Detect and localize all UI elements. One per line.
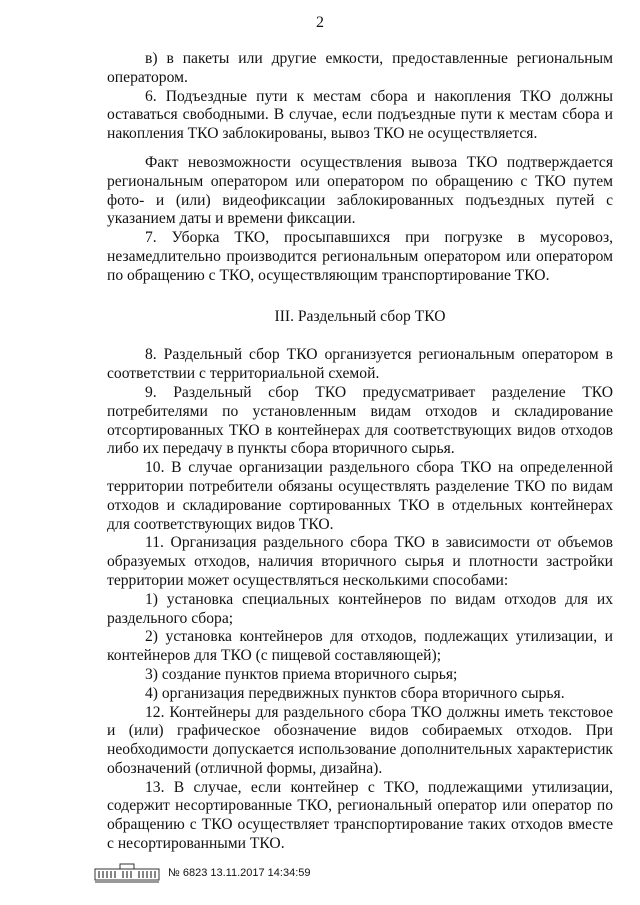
- registration-stamp: № 6823 13.11.2017 14:34:59: [168, 867, 311, 879]
- list-item: 4) организация передвижных пунктов сбора вторичного сырья.: [145, 684, 565, 702]
- paragraph: 6. Подъездные пути к местам сбора и накопления ТКО должны оставаться свободными. В случае, если подъездные пути к местам сбора и накопления ТКО заблокированы, вывоз ТКО не осуществляется.: [107, 87, 613, 143]
- government-building-logo-icon: [94, 862, 160, 884]
- page-number: 2: [316, 14, 324, 31]
- registration-footer: [94, 862, 311, 884]
- document-body: [107, 50, 613, 854]
- paragraph: 13. В случае, если контейнер с ТКО, подлежащими утилизации, содержит несортированные ТКО, региональный оператор или оператор по обращению с ТКО осуществляет транспортирование таких отходов вместе с несортированными ТКО.: [107, 778, 613, 853]
- paragraph: 10. В случае организации раздельного сбора ТКО на определенной территории потребители обязаны осуществлять разделение ТКО по видам отходов и складирование сортированных ТКО в отдельных контейнерах для соответствующих видов ТКО.: [107, 459, 613, 533]
- paragraph: 11. Организация раздельного сбора ТКО в зависимости от объемов образуемых отходов, наличия вторичного сырья и плотности застройки территории может осуществляться несколькими способами:: [107, 534, 613, 589]
- paragraph: Факт невозможности осуществления вывоза ТКО подтверждается региональным оператором или оператором по обращению с ТКО путем фото- и (или) видеофиксации заблокированных подъездных путей с указанием даты и времени фиксации.: [107, 153, 613, 228]
- paragraph: 7. Уборка ТКО, просыпавшихся при погрузке в мусоровоз, незамедлительно производится региональным оператором или оператором по обращению с ТКО, осуществляющим транспортирование ТКО.: [107, 229, 613, 284]
- paragraph: 12. Контейнеры для раздельного сбора ТКО должны иметь текстовое и (или) графическое обозначение видов собираемых отходов. При необходимости допускается использование дополнительных характеристик обозначений (отличной формы, дизайна).: [107, 703, 613, 777]
- paragraph: 8. Раздельный сбор ТКО организуется региональным оператором в соответствии с территориальной схемой.: [107, 346, 613, 383]
- section-heading: III. Раздельный сбор ТКО: [274, 307, 446, 325]
- list-item: 1) установка специальных контейнеров по видам отходов для их раздельного сбора;: [107, 590, 613, 627]
- list-item: 3) создание пунктов приема вторичного сырья;: [145, 665, 458, 683]
- paragraph: в) в пакеты или другие емкости, предоставленные региональным оператором.: [107, 50, 613, 86]
- paragraph: 9. Раздельный сбор ТКО предусматривает разделение ТКО потребителями по установленным видам отходов и складирование отсортированных ТКО в контейнерах для соответствующих видов отходов либо их передачу в пункты сбора вторичного сырья.: [107, 383, 613, 458]
- list-item: 2) установка контейнеров для отходов, подлежащих утилизации, и контейнеров для ТКО (с пищевой составляющей);: [107, 628, 613, 665]
